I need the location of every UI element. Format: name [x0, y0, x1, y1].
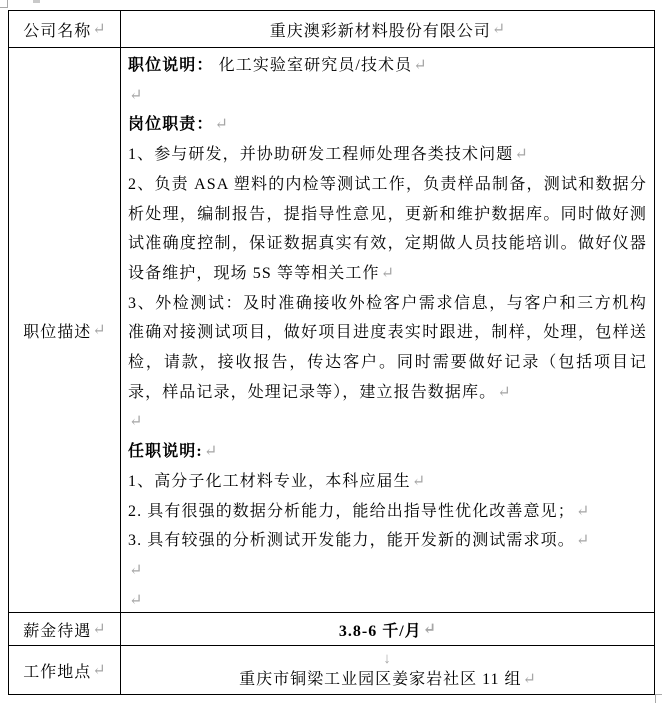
line-break-mark-icon: ↓: [383, 651, 392, 667]
paragraph-mark-icon: ↵: [497, 383, 511, 401]
paragraph-mark-icon: ↵: [92, 21, 106, 38]
job-description-label: 职位描述: [23, 323, 92, 341]
paragraph-mark-icon: ↵: [129, 86, 143, 104]
job-posting-table: [8, 10, 655, 695]
job-description-paragraph: 2. 具有很强的数据分析能力，能给出指导性优化改善意见；↵: [128, 502, 590, 520]
job-description-paragraph: 2、负责 ASA 塑料的内检等测试工作，负责样品制备，测试和数据分析处理，编制报告，提指导性意见，更新和维护数据库。同时做好测试准确度控制，保证数据真实有效，定期做人员技能培训。做好仪器设备维护，现场 5S 等等相关工作↵: [128, 175, 647, 282]
paragraph-mark-icon: ↵: [575, 502, 590, 520]
table-resize-handle[interactable]: [655, 694, 662, 703]
work-location-label-cell: [9, 646, 121, 694]
paragraph-mark-icon: ↵: [380, 264, 395, 282]
salary-label-cell: [9, 613, 121, 646]
paragraph-mark-icon: ↵: [214, 116, 228, 134]
paragraph-heading: 岗位职责：: [128, 116, 214, 134]
paragraph-mark-icon: ↵: [92, 621, 106, 638]
job-description-paragraph: [128, 110, 647, 140]
paragraph-mark-icon: ↵: [411, 472, 426, 490]
job-description-paragraph: 职位说明： 化工实验室研究员/技术员↵: [128, 57, 427, 74]
page-artifact: [33, 0, 40, 3]
paragraph-mark-icon: ↵: [522, 671, 536, 688]
job-description-label-cell: [9, 48, 121, 613]
paragraph-mark-icon: ↵: [514, 146, 528, 164]
paragraph-mark-icon: ↵: [575, 532, 590, 550]
job-description-paragraph: [128, 407, 647, 437]
salary-label: 薪金待遇: [23, 622, 92, 640]
job-description-paragraph: [128, 556, 647, 586]
company-name-label-cell: [9, 11, 121, 48]
paragraph-mark-icon: ↵: [491, 21, 506, 38]
job-description-paragraph: [128, 437, 647, 467]
job-description-paragraph: [128, 81, 647, 111]
table-move-handle[interactable]: [0, 0, 8, 8]
company-name-value-cell: [121, 11, 654, 48]
job-description-paragraph: 3. 具有较强的分析测试开发能力，能开发新的测试需求项。↵: [128, 532, 590, 550]
job-description-paragraph: 3、外检测试：及时准确接收外检客户需求信息，与客户和三方机构准确对接测试项目，做好项目进度表实时跟进，制样，处理，包样送检，请款，接收报告，传达客户。同时需要做好记录（包括项目记录，样品记录，处理记录等），建立报告数据库。↵: [128, 294, 647, 401]
paragraph-heading: 职位说明：: [128, 57, 214, 74]
paragraph-mark-icon: ↵: [92, 662, 106, 679]
job-description-paragraph: 1、高分子化工材料专业，本科应届生↵: [128, 472, 426, 490]
company-name-label: 公司名称: [23, 22, 92, 40]
paragraph-mark-icon: ↵: [129, 413, 143, 431]
job-description-content-cell: [121, 48, 654, 613]
paragraph-mark-icon: ↵: [203, 443, 218, 461]
company-name-value: 重庆澳彩新材料股份有限公司: [269, 22, 491, 40]
paragraph-heading: 任职说明:: [128, 443, 203, 461]
paragraph-mark-icon: ↵: [92, 322, 106, 339]
job-description-paragraph: [128, 586, 647, 613]
salary-value-cell: [121, 613, 654, 646]
work-location-value: 重庆市铜梁工业园区姜家岩社区 11 组: [239, 671, 522, 688]
paragraph-mark-icon: ↵: [129, 561, 143, 579]
paragraph-mark-icon: ↵: [413, 57, 427, 74]
work-location-value-cell: [121, 646, 654, 694]
salary-value: 3.8-6 千/月: [338, 622, 422, 640]
job-description-paragraph: 1、参与研发，并协助研发工程师处理各类技术问题↵: [128, 146, 528, 164]
paragraph-mark-icon: ↵: [422, 621, 437, 638]
work-location-label: 工作地点: [23, 663, 92, 681]
paragraph-mark-icon: ↵: [129, 591, 143, 609]
work-location-line: [239, 669, 536, 691]
